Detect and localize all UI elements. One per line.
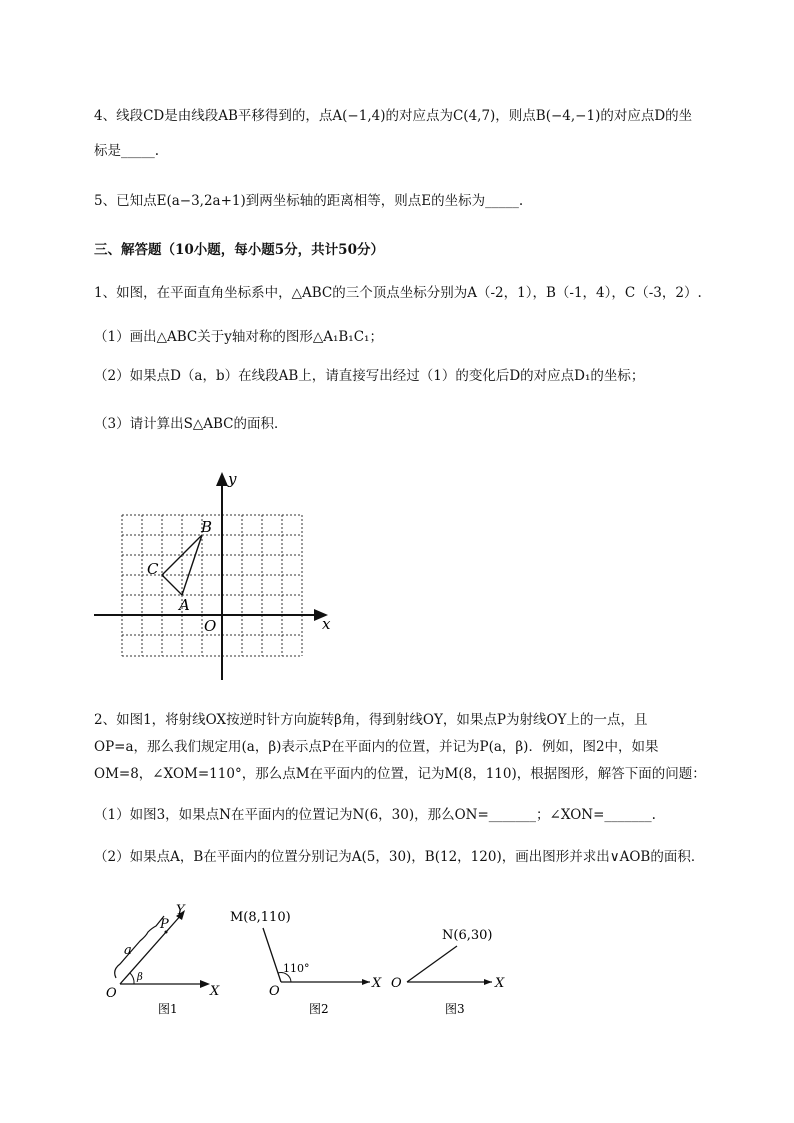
fig3-caption: 图3 — [445, 1002, 465, 1016]
p1-stem: 1、如图，在平面直角坐标系中，△ABC的三个顶点坐标分别为A（-2，1），B（-1，4），C（-3，2）. — [94, 285, 702, 301]
q4-line-1: 4、线段CD是由线段AB平移得到的，点A(−1,4)的对应点为C(4,7)，则点B(−4,−1)的对应点D的坐 — [94, 108, 693, 124]
p1-label-o: O — [204, 617, 217, 635]
p1-sub-1: （1）画出△ABC关于y轴对称的图形△A₁B₁C₁； — [94, 329, 383, 345]
fig1-brace-a — [115, 916, 164, 978]
fig2-label-o: O — [269, 984, 280, 999]
fig1-caption: 图1 — [158, 1002, 178, 1016]
fig3-arrow-x — [484, 979, 492, 985]
p1-sub-2: （2）如果点D（a，b）在线段AB上，请直接写出经过（1）的变化后D的对应点D₁的坐标； — [94, 368, 645, 384]
fig1-label-y: Y — [176, 903, 185, 918]
p2-figure-1 — [100, 896, 230, 1026]
p1-sub-3: （3）请计算出S△ABC的面积． — [94, 416, 288, 432]
fig1-angle-beta — [130, 973, 134, 984]
fig3-label-n: N(6,30) — [442, 928, 493, 943]
section-3-title: 三、解答题（10小题，每小题5分，共计50分） — [94, 242, 384, 258]
p1-label-b: B — [201, 518, 213, 536]
fig1-label-beta: β — [137, 972, 143, 983]
q5-line: 5、已知点E(a−3,2a+1)到两坐标轴的距离相等，则点E的坐标为_____. — [94, 193, 524, 209]
p1-label-x: x — [322, 615, 331, 633]
p2-line-2: OP=a，那么我们规定用(a，β)表示点P在平面内的位置，并记为P(a，β)．例如，图2中，如果 — [94, 739, 659, 755]
fig2-label-x: X — [372, 976, 382, 991]
p1-label-y: y — [228, 470, 237, 488]
fig2-label-angle: 110° — [283, 962, 310, 975]
p2-sub-2: （2）如果点A，B在平面内的位置分别记为A(5，30)，B(12，120)，画出图形并求出∨AOB的面积． — [94, 849, 705, 865]
fig1-arrow-x — [200, 980, 210, 988]
fig3-ray-on — [407, 946, 457, 982]
p1-label-a: A — [179, 596, 190, 614]
q4-line-2: 标是_____. — [94, 143, 160, 159]
fig1-label-o: O — [106, 986, 117, 1001]
fig1-label-x: X — [210, 984, 220, 999]
fig2-label-m: M(8,110) — [230, 910, 291, 925]
p1-label-c: C — [147, 560, 159, 578]
fig1-label-p: P — [160, 917, 169, 932]
p2-figure-2 — [225, 896, 395, 1026]
p2-figure-3 — [385, 896, 525, 1026]
fig3-label-o: O — [391, 976, 402, 991]
p2-sub-1: （1）如图3，如果点N在平面内的位置记为N(6，30)，那么ON=_______；∠XON=_______. — [94, 807, 656, 823]
p2-line-1: 2、如图1，将射线OX按逆时针方向旋转β角，得到射线OY，如果点P为射线OY上的一点，且 — [94, 712, 648, 728]
fig3-label-x: X — [495, 976, 505, 991]
fig2-caption: 图2 — [309, 1002, 329, 1016]
fig2-arrow-x — [362, 979, 370, 985]
p2-line-3: OM=8，∠XOM=110°，那么点M在平面内的位置，记为M(8，110)，根据图形，解答下面的问题： — [94, 766, 706, 782]
fig2-ray-om — [263, 928, 281, 982]
p1-y-axis-arrow — [216, 472, 228, 486]
fig1-label-a: a — [124, 943, 132, 958]
p1-coordinate-figure — [80, 460, 350, 690]
